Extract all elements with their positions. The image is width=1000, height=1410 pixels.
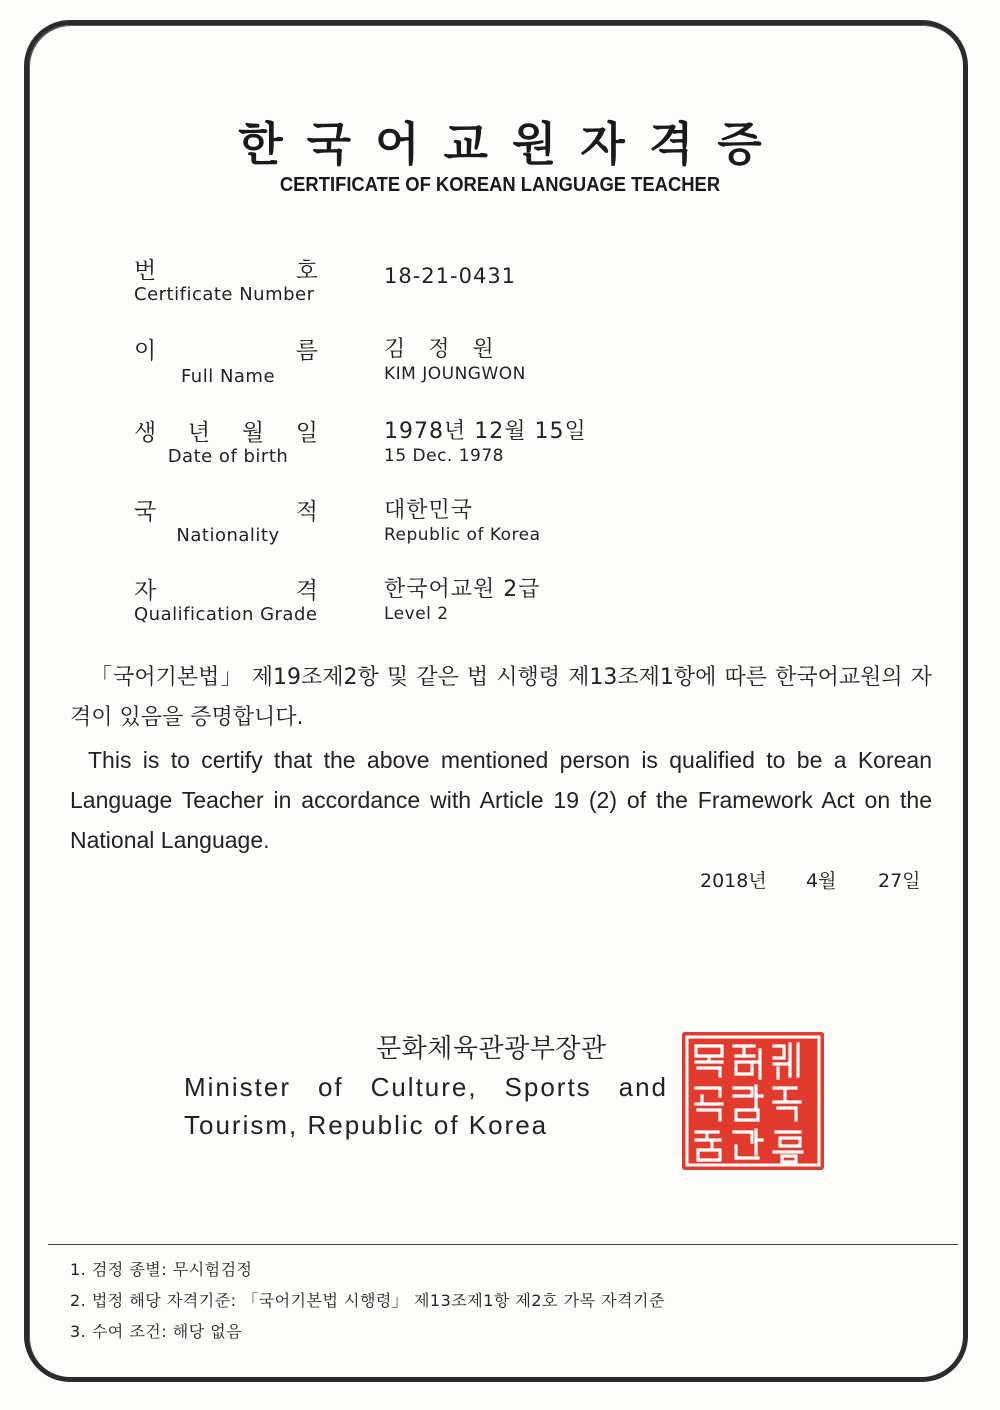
note-item: 3. 수여 조건: 해당 없음 xyxy=(70,1322,243,1341)
label-english: Full Name xyxy=(180,366,276,387)
birth-korean-value: 1978년 12월 15일 xyxy=(384,419,587,444)
birth-english-value: 15 Dec. 1978 xyxy=(384,446,505,466)
name-english-value: KIM JOUNGWON xyxy=(384,364,526,384)
official-seal-icon xyxy=(682,1032,824,1170)
nationality-english-value: Republic of Korea xyxy=(384,525,541,545)
label-english: Nationality xyxy=(176,525,280,546)
label-english: Qualification Grade xyxy=(134,604,318,625)
field-nationality xyxy=(134,493,954,563)
label-korean: 생 년 월 일 xyxy=(134,420,318,446)
note-item: 1. 검정 종별: 무시험검정 xyxy=(70,1260,253,1279)
field-qualification-grade xyxy=(134,572,954,642)
field-certificate-number xyxy=(134,252,954,322)
issuer-korean: 문화체육관광부장관 xyxy=(376,1034,607,1064)
issue-date-day: 27일 xyxy=(878,870,921,892)
footer-divider xyxy=(48,1244,958,1245)
issuer-english: Minister of Culture, Sports and Tourism, Republic of Korea xyxy=(184,1072,668,1140)
statement-english: This is to certify that the above mentioned person is qualified to be a Korean Language Teacher in accordance with Article 19 (2) of the Framework Act on the National Language. xyxy=(70,747,932,853)
field-full-name xyxy=(134,332,954,402)
name-korean-value: 김 정 원 xyxy=(384,337,502,362)
grade-english-value: Level 2 xyxy=(384,604,449,624)
certificate-title-korean: 한국어교원자격증 xyxy=(238,117,786,171)
statement-korean: 「국어기본법」 제19조제2항 및 같은 법 시행령 제13조제1항에 따른 한국어교원의 자격이 있음을 증명합니다. xyxy=(70,665,932,730)
label-korean: 이 름 xyxy=(134,338,318,364)
certificate-number-value: 18-21-0431 xyxy=(384,264,517,288)
field-date-of-birth xyxy=(134,414,954,484)
note-item: 2. 법정 해당 자격기준: 「국어기본법 시행령」 제13조제1항 제2호 가목 자격기준 xyxy=(70,1291,665,1310)
nationality-korean-value: 대한민국 xyxy=(384,498,474,523)
label-korean: 자 격 xyxy=(134,578,318,604)
issue-date-year: 2018년 xyxy=(700,870,767,892)
grade-korean-value: 한국어교원 2급 xyxy=(384,577,541,602)
label-korean: 국 적 xyxy=(134,499,318,525)
certificate-title-english: CERTIFICATE OF KOREAN LANGUAGE TEACHER xyxy=(279,174,721,196)
issue-date-month: 4월 xyxy=(806,870,837,892)
label-english: Certificate Number xyxy=(134,284,315,305)
label-korean: 번 호 xyxy=(134,258,318,284)
label-english: Date of birth xyxy=(167,446,289,467)
